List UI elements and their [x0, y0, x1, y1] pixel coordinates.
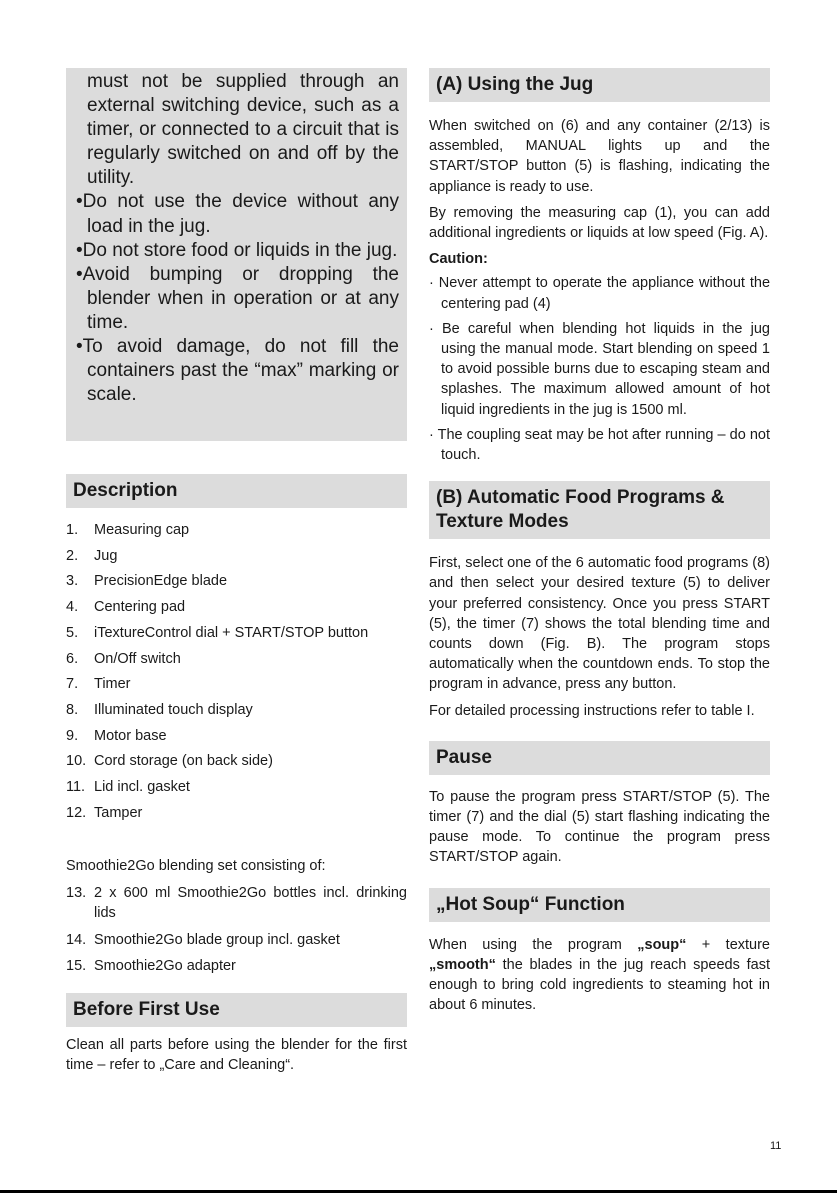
set-list — [66, 883, 407, 977]
list-item: 15. Smoothie2Go adapter — [66, 958, 236, 975]
left-column — [66, 68, 407, 1075]
list-item: 9. Motor base — [66, 727, 167, 744]
first-use-heading: Before First Use — [66, 993, 407, 1027]
list-item: · Be careful when blending hot liquids in the jug using the manual mode. Start blending on speed 1 to avoid possible burns due to escaping steam and splashes. The maximum allowed amount of hot liquid ingredients in the jug is 1500 ml. — [429, 320, 770, 418]
set-intro: Smoothie2Go blending set consisting of: — [66, 858, 326, 875]
safety-bullet: •Avoid bumping or dropping the blender when in operation or at any time. — [76, 263, 399, 333]
list-item: 8. Illuminated touch display — [66, 701, 253, 718]
jug-section — [429, 116, 770, 465]
list-item: 4. Centering pad — [66, 599, 186, 616]
description-list — [66, 518, 407, 826]
list-item: 7. Timer — [66, 676, 131, 693]
pause-heading: Pause — [429, 741, 770, 775]
first-use-text: Clean all parts before using the blender for the first time – refer to „Care and Cleaning“. — [66, 1036, 407, 1073]
safety-intro: must not be supplied through an external switching device, such as a timer, or connected to a circuit that is regularly switched on and off by the utility. — [87, 71, 399, 189]
safety-box — [66, 68, 407, 441]
jug-paragraph: When switched on (6) and any container (2/13) is assembled, MANUAL lights up and the START/STOP button (5) is flashing, indicating the appliance is ready to use. — [429, 118, 770, 195]
list-item: 13. 2 x 600 ml Smoothie2Go bottles incl. drinking lids — [66, 884, 407, 922]
auto-paragraph: First, select one of the 6 automatic food programs (8) and then select your desired texture (5) to deliver your preferred consistency. Once you press START (5), the timer (7) shows the total blending time and counts down (Fig. B). The program stops automatically when the countdown ends. To stop the program in advance, press any button. — [429, 555, 770, 693]
hot-soup-heading: „Hot Soup“ Function — [429, 888, 770, 922]
jug-paragraph: By removing the measuring cap (1), you can add additional ingredients or liquids at low speed (Fig. A). — [429, 204, 770, 242]
jug-heading: (A) Using the Jug — [429, 68, 770, 102]
list-item: 3. PrecisionEdge blade — [66, 573, 228, 590]
hot-soup-text: When using the program „soup“ + texture „smooth“ the blades in the jug reach speeds fast enough to bring cold ingredients to steaming hot in about 6 minutes. — [429, 936, 770, 1014]
safety-bullet: •Do not use the device without any load in the jug. — [76, 191, 399, 237]
safety-bullet: •To avoid damage, do not fill the containers past the “max” marking or scale. — [76, 336, 399, 406]
auto-section — [429, 553, 770, 721]
list-item: · Never attempt to operate the appliance without the centering pad (4) — [429, 275, 771, 312]
list-item: 10. Cord storage (on back side) — [66, 753, 273, 770]
auto-programs-heading: (B) Automatic Food Programs & Texture Modes — [429, 481, 770, 539]
caution-list — [429, 273, 770, 465]
list-item: 6. On/Off switch — [66, 650, 181, 667]
right-column — [429, 68, 770, 1016]
safety-bullet: •Do not store food or liquids in the jug. — [76, 239, 398, 261]
list-item: 14. Smoothie2Go blade group incl. gasket — [66, 931, 340, 948]
list-item: 12. Tamper — [66, 804, 143, 821]
description-heading: Description — [66, 474, 407, 508]
list-item: 5. iTextureControl dial + START/STOP button — [66, 624, 369, 641]
list-item: 2. Jug — [66, 547, 118, 564]
pause-text: To pause the program press START/STOP (5). The timer (7) and the dial (5) start flashing indicating the pause mode. To continue the program press START/STOP again. — [429, 788, 770, 866]
page-number: 11 — [770, 1140, 782, 1152]
auto-paragraph: For detailed processing instructions refer to table I. — [429, 702, 755, 719]
list-item: · The coupling seat may be hot after running – do not touch. — [429, 426, 770, 464]
list-item: 11. Lid incl. gasket — [66, 779, 190, 796]
caution-label: Caution: — [429, 251, 488, 268]
list-item: 1. Measuring cap — [66, 522, 190, 538]
